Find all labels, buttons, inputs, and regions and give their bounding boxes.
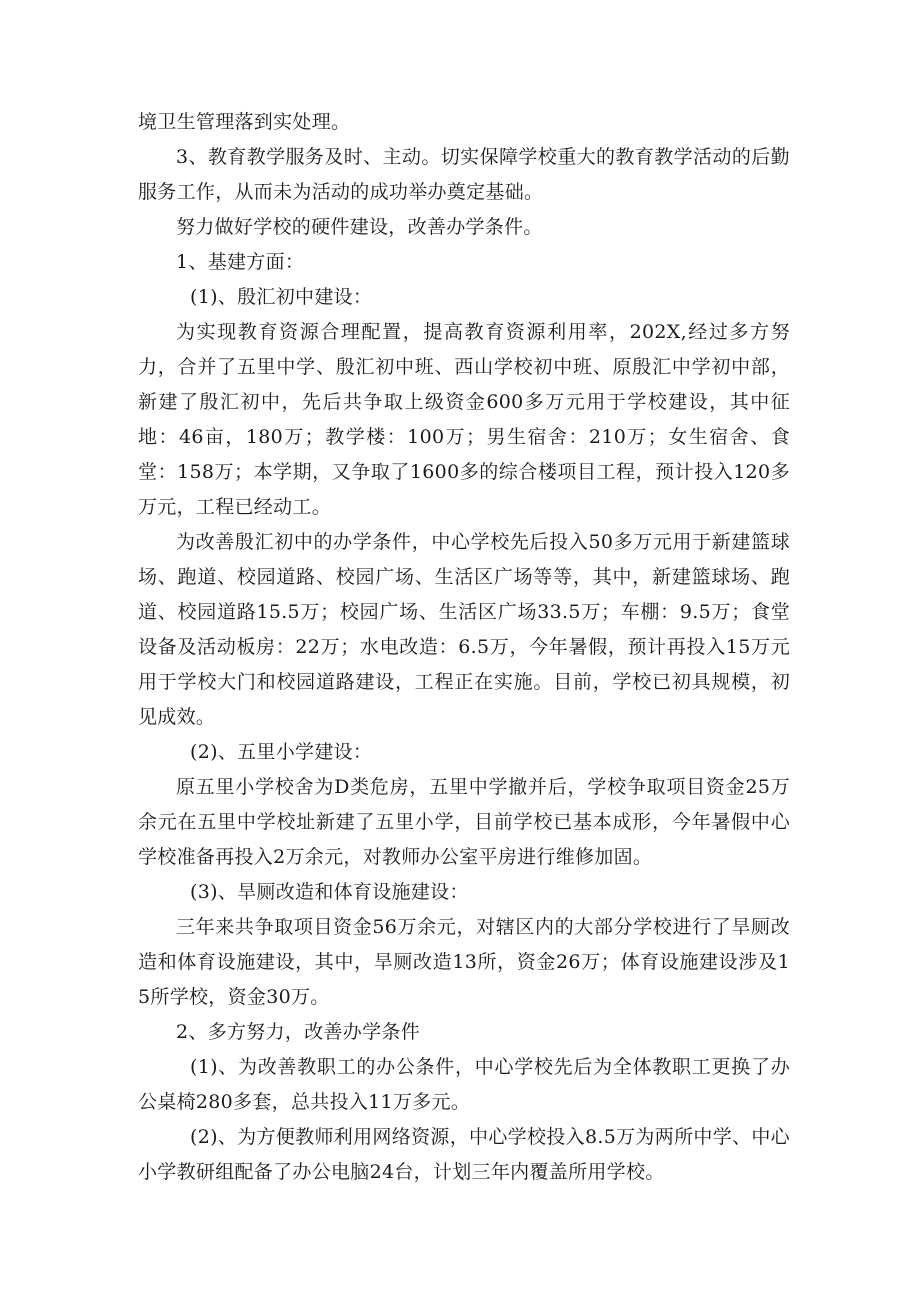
paragraph: 为实现教育资源合理配置，提高教育资源利用率，202X,经过多方努力，合并了五里中学、殷汇初中班、西山学校初中班、原殷汇中学初中部，新建了殷汇初中，先后共争取上级资金600多万元用于学校建设，其中征地：46亩，180万；教学楼：100万；男生宿舍：210万；女生宿舍、食堂：158万；本学期，又争取了1600多的综合楼项目工程，预计投入120多万元，工程已经动工。	[138, 321, 790, 518]
subsection-heading: 1、基建方面：	[176, 251, 305, 273]
paragraph: 境卫生管理落到实处理。	[138, 111, 351, 133]
document-body	[138, 105, 790, 1190]
paragraph: (2)、为方便教师利用网络资源，中心学校投入8.5万为两所中学、中心小学教研组配备了办公电脑24台，计划三年内覆盖所用学校。	[138, 1126, 790, 1183]
paragraph: 为改善殷汇初中的办学条件，中心学校先后投入50多万元用于新建篮球场、跑道、校园道路、校园广场、生活区广场等等，其中，新建篮球场、跑道、校园道路15.5万；校园广场、生活区广场33.5万；车棚：9.5万；食堂设备及活动板房：22万；水电改造：6.5万，今年暑假，预计再投入15万元用于学校大门和校园道路建设，工程正在实施。目前，学校已初具规模，初见成效。	[138, 531, 790, 728]
paragraph: 3、教育教学服务及时、主动。切实保障学校重大的教育教学活动的后勤服务工作，从而未为活动的成功举办奠定基础。	[138, 146, 790, 203]
paragraph: 原五里小学校舍为D类危房，五里中学撤并后，学校争取项目资金25万余元在五里中学校址新建了五里小学，目前学校已基本成形，今年暑假中心学校准备再投入2万余元，对教师办公室平房进行维修加固。	[138, 776, 790, 868]
paragraph: (1)、为改善教职工的办公条件，中心学校先后为全体教职工更换了办公桌椅280多套，总共投入11万多元。	[138, 1056, 790, 1113]
section-heading: 努力做好学校的硬件建设，改善办学条件。	[176, 216, 543, 238]
item-heading: (1)、殷汇初中建设：	[190, 286, 373, 308]
paragraph: 三年来共争取项目资金56万余元，对辖区内的大部分学校进行了旱厕改造和体育设施建设，其中，旱厕改造13所，资金26万；体育设施建设涉及15所学校，资金30万。	[138, 916, 790, 1008]
item-heading: (2)、五里小学建设：	[190, 741, 373, 763]
item-heading: (3)、旱厕改造和体育设施建设：	[190, 881, 469, 903]
subsection-heading: 2、多方努力，改善办学条件	[176, 1021, 420, 1043]
